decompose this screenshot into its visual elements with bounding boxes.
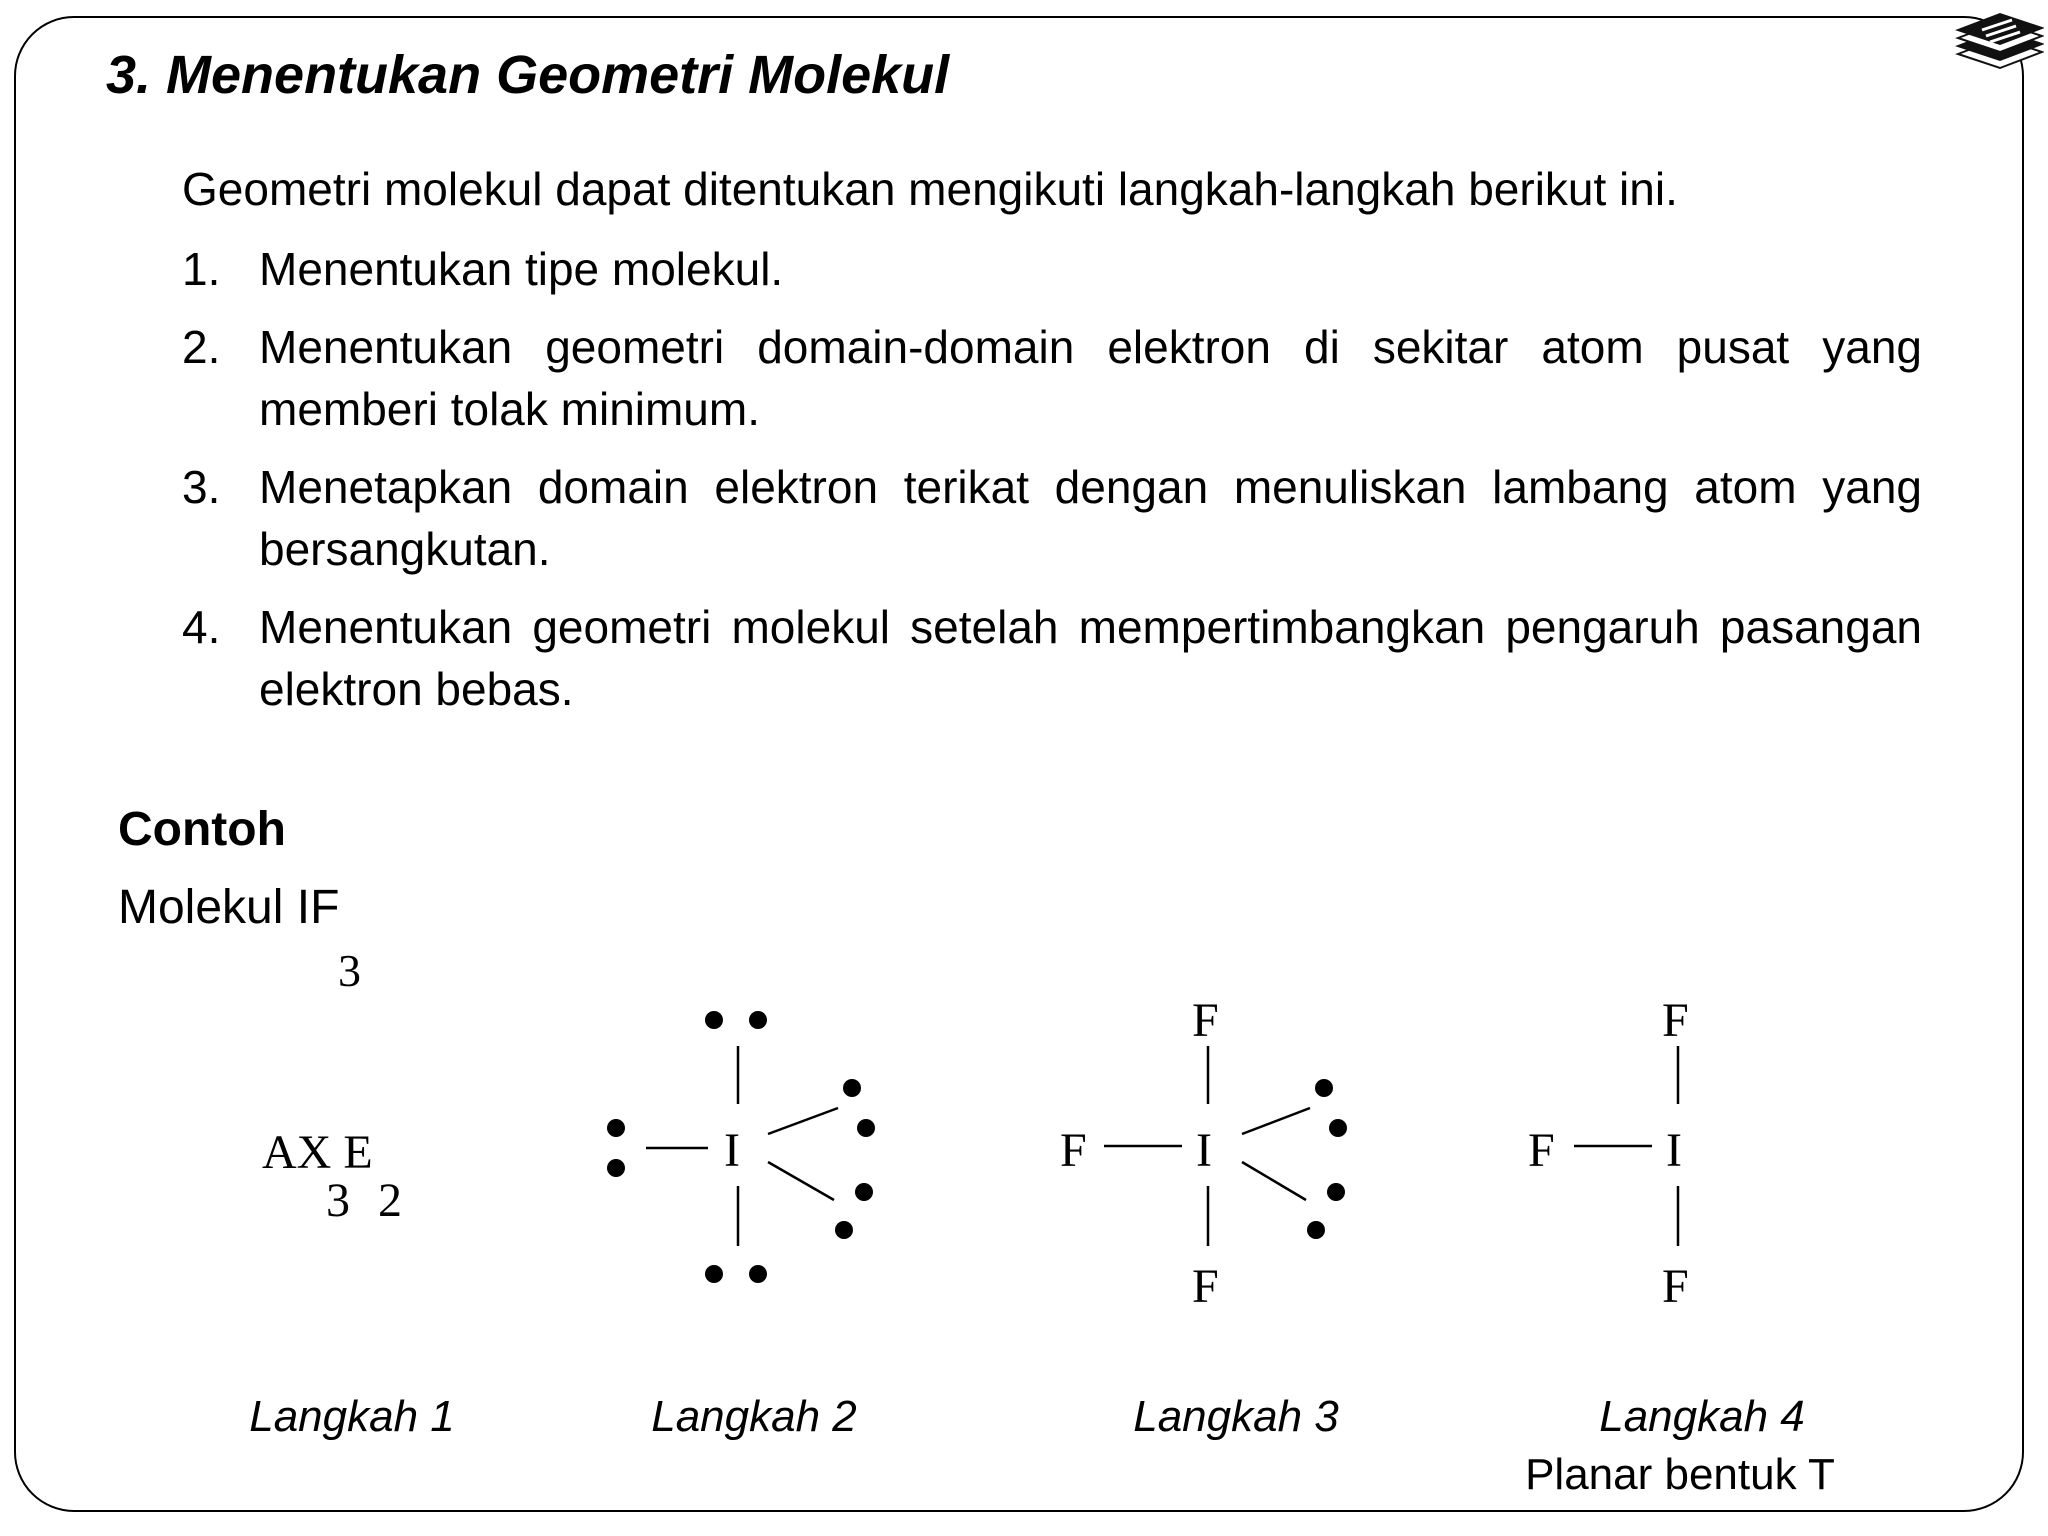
lone-pair-electron [607,1119,625,1137]
step-number: 2. [182,321,221,373]
ligand-atom-bottom: F [1662,1260,1689,1313]
central-atom-label: I [1196,1124,1212,1177]
lone-pair-electron [835,1221,853,1239]
lone-pair-electron [1327,1183,1345,1201]
ligand-atom-top: F [1192,994,1219,1047]
central-atom-label: I [1666,1124,1682,1177]
step4-structure [1528,994,1689,1313]
lone-pair-electron [749,1265,767,1283]
step-text: Menentukan geometri molekul setelah mempertimbangkan pengaruh pasangan elektron bebas. [259,601,1922,715]
molecule-label: Molekul IF [118,881,340,934]
step-number: 4. [182,601,221,653]
ligand-atom-top: F [1662,994,1689,1047]
intro-text: Geometri molekul dapat ditentukan mengikuti langkah-langkah berikut ini. [182,163,1678,215]
central-atom-label: I [724,1124,740,1177]
lone-pair-electron [1315,1079,1333,1097]
ligand-atom-left: F [1528,1124,1555,1177]
lone-pair-electron [855,1183,873,1201]
formula-sub-x: 3 [326,1174,350,1227]
caption-step3: Langkah 3 [1133,1392,1339,1441]
lone-pair-electron [857,1119,875,1137]
formula-sub-e: 2 [378,1174,402,1227]
step3-structure [1060,994,1347,1313]
lone-pair-electron [749,1011,767,1029]
ligand-atom-left: F [1060,1124,1087,1177]
step-number: 1. [182,243,221,295]
formula-main: AX E [262,1126,373,1179]
caption-step1: Langkah 1 [249,1392,455,1441]
lone-pair-electron [1329,1119,1347,1137]
step-text: Menentukan geometri domain-domain elektron di sekitar atom pusat yang memberi tolak minimum. [259,321,1922,435]
page-title: 3. Menentukan Geometri Molekul [106,45,950,105]
step-number: 3. [182,461,221,513]
lone-pair-electron [843,1079,861,1097]
lone-pair-electron [1307,1221,1325,1239]
step2-structure [607,1011,875,1283]
lone-pair-electron [607,1159,625,1177]
example-heading: Contoh [118,803,286,856]
caption-step4: Langkah 4 [1599,1392,1805,1441]
step-text: Menentukan tipe molekul. [259,243,784,295]
caption-step2: Langkah 2 [651,1392,857,1441]
caption-step4-description: Planar bentuk T [1525,1450,1835,1499]
lone-pair-electron [705,1265,723,1283]
ligand-atom-bottom: F [1192,1260,1219,1313]
step-text: Menetapkan domain elektron terikat dengan menuliskan lambang atom yang bersangkutan. [259,461,1922,575]
molecule-subscript: 3 [338,945,361,996]
lone-pair-electron [705,1011,723,1029]
